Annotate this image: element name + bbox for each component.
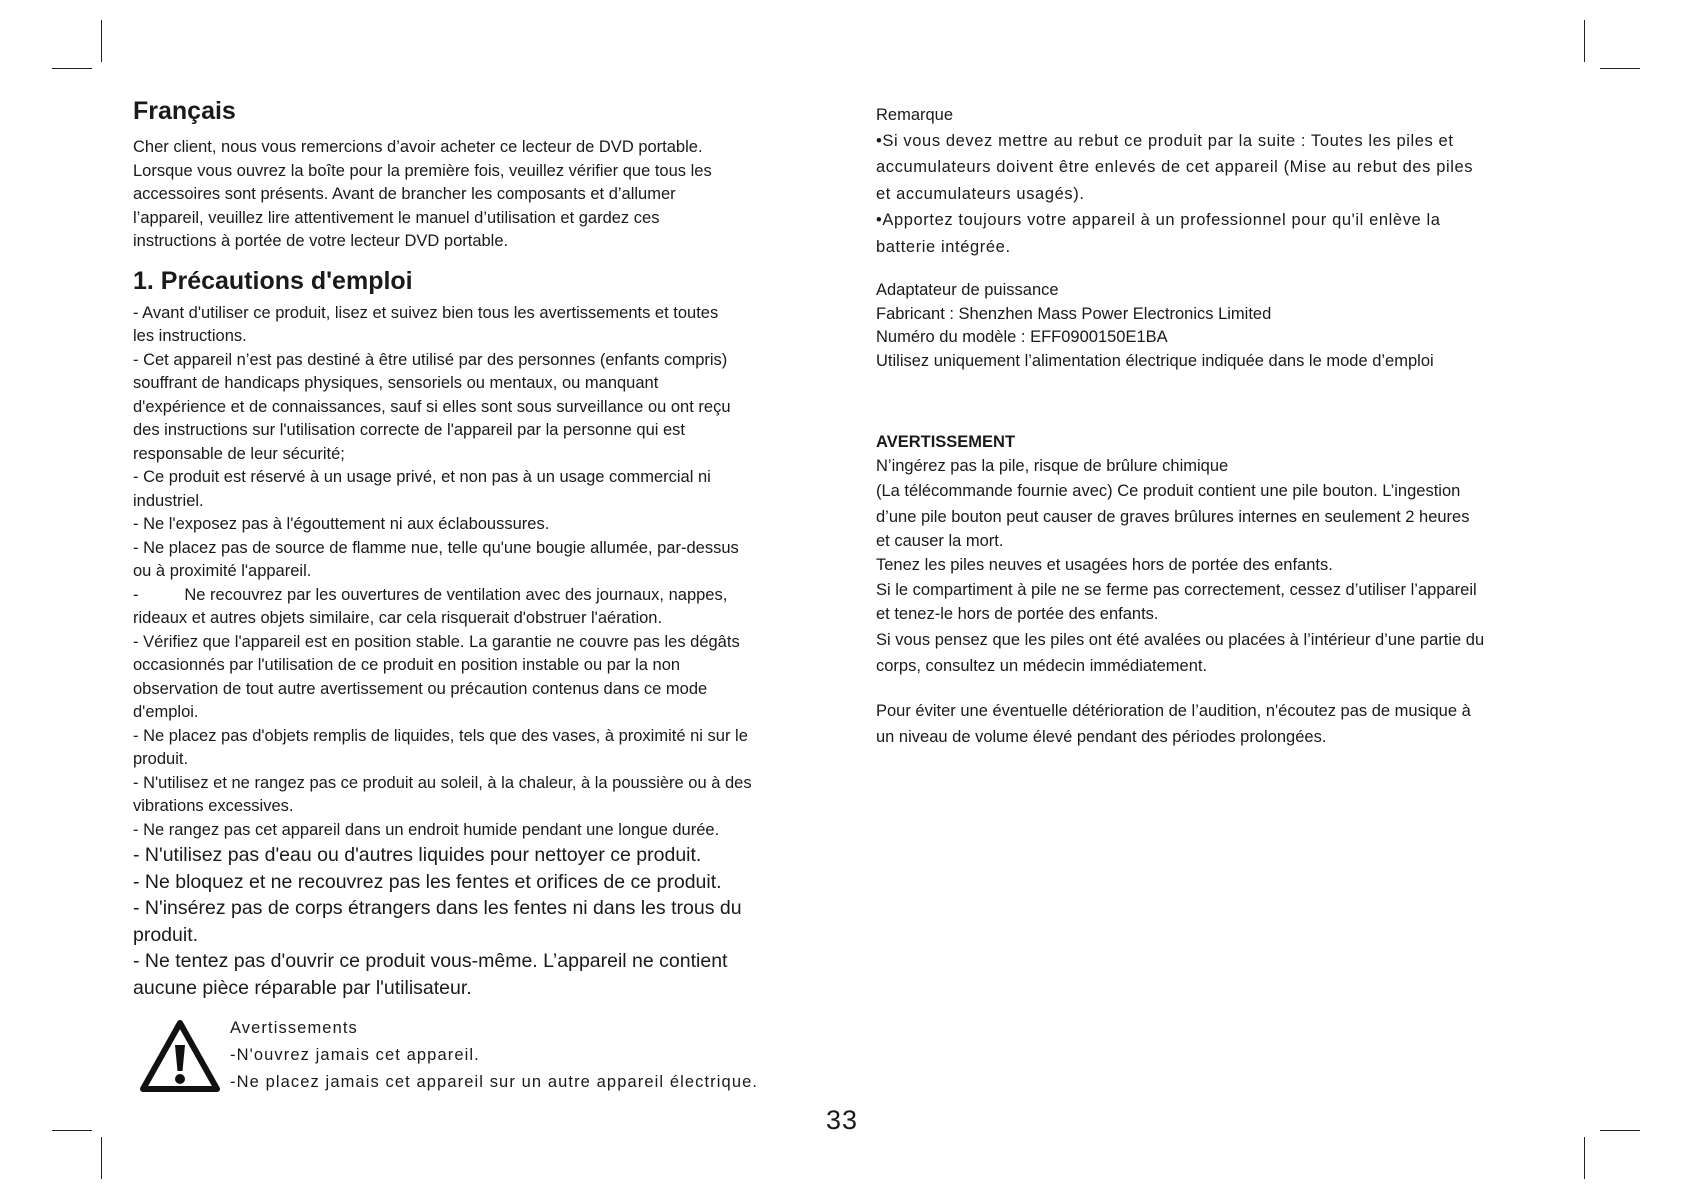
intro-line: Cher client, nous vous remercions d’avoir acheter ce lecteur de DVD portable. (133, 138, 703, 156)
warning-title: AVERTISSEMENT (876, 433, 1016, 451)
precautions-list (133, 302, 813, 843)
precaution-line: - Avant d'utiliser ce produit, lisez et suivez bien tous les avertissements et toutes (133, 303, 719, 322)
section-title: 1. Précautions d'emploi (133, 266, 413, 295)
adapter-info (876, 279, 1566, 373)
precaution-large-line: produit. (133, 923, 199, 946)
intro-line: Lorsque vous ouvrez la boîte pour la première fois, veuillez vérifier que tous les (133, 161, 712, 180)
crop-mark (1584, 20, 1585, 62)
crop-mark (52, 68, 92, 69)
intro-line: accessoires sont présents. Avant de brancher les composants et d’allumer (133, 185, 676, 203)
adapter-line: Fabricant : Shenzhen Mass Power Electronics Limited (876, 304, 1272, 323)
precaution-line: ou à proximité l'appareil. (133, 562, 312, 580)
adapter-line: Adaptateur de puissance (876, 281, 1059, 299)
warning-box-line: -Ne placez jamais cet appareil sur un autre appareil électrique. (230, 1073, 759, 1091)
precaution-line: d'emploi. (133, 703, 199, 721)
warning-box-line: -N'ouvrez jamais cet appareil. (230, 1046, 480, 1064)
warning-box-text (230, 1015, 758, 1096)
intro-line: instructions à portée de votre lecteur DVD portable. (133, 232, 509, 250)
warning-line: Si le compartiment à pile ne se ferme pas correctement, cessez d’utiliser l’appareil (876, 581, 1477, 599)
precaution-line: les instructions. (133, 327, 247, 345)
remarque-line: •Apportez toujours votre appareil à un professionnel pour qu'il enlève la (876, 211, 1441, 229)
precaution-line: des instructions sur l'utilisation correcte de l'appareil par la personne qui est (133, 421, 686, 439)
crop-mark (101, 20, 102, 62)
warning-box (133, 1015, 813, 1097)
remarque-line: accumulateurs doivent être enlevés de cet appareil (Mise au rebut des piles (876, 158, 1474, 176)
precaution-large-line: - N'insérez pas de corps étrangers dans les fentes ni dans les trous du (133, 897, 742, 919)
adapter-line: Utilisez uniquement l’alimentation électrique indiquée dans le mode d’emploi (876, 351, 1434, 370)
warning-box-title: Avertissements (230, 1019, 358, 1037)
precaution-large-line: - Ne tentez pas d'ouvrir ce produit vous-même. L’appareil ne contient (133, 950, 728, 972)
precaution-line: - Ne rangez pas cet appareil dans un endroit humide pendant une longue durée. (133, 820, 720, 839)
page-number: 33 (825, 1105, 859, 1135)
precaution-line: responsable de leur sécurité; (133, 444, 345, 463)
spacer (876, 260, 1566, 279)
remarque-line: batterie intégrée. (876, 237, 1011, 256)
page-title: Français (133, 97, 236, 125)
warning-triangle-icon (139, 1019, 221, 1095)
remarque-line: et accumulateurs usagés). (876, 184, 1085, 203)
warning-line: et causer la mort. (876, 532, 1004, 550)
intro-paragraph (133, 136, 813, 254)
precautions-large-list (133, 842, 813, 1001)
precaution-line: d'expérience et de connaissances, sauf si elles sont sous surveillance ou ont reçu (133, 397, 731, 416)
precaution-line: occasionnés par l'utilisation de ce produit en position instable ou par la non (133, 656, 681, 674)
intro-line: l’appareil, veuillez lire attentivement le manuel d’utilisation et gardez ces (133, 208, 660, 227)
spacer (876, 373, 1566, 431)
warning-line: d’une pile bouton peut causer de graves brûlures internes en seulement 2 heures (876, 508, 1470, 526)
warning-line: Si vous pensez que les piles ont été avalées ou placées à l’intérieur d’une partie du (876, 630, 1485, 649)
warning-line: et tenez-le hors de portée des enfants. (876, 605, 1159, 623)
remarque-title: Remarque (876, 106, 954, 124)
left-column (133, 92, 813, 1097)
remarque-line: •Si vous devez mettre au rebut ce produit par la suite : Toutes les piles et (876, 131, 1454, 150)
hearing-line: Pour éviter une éventuelle détérioration de l’audition, n'écoutez pas de musique à (876, 701, 1471, 720)
right-column (876, 104, 1566, 750)
precaution-line: - Cet appareil n’est pas destiné à être utilisé par des personnes (enfants compris) (133, 350, 728, 369)
warning-line: N’ingérez pas la pile, risque de brûlure chimique (876, 456, 1229, 475)
hearing-line: un niveau de volume élevé pendant des périodes prolongées. (876, 727, 1327, 746)
crop-mark (1600, 68, 1640, 69)
warning-line: Tenez les piles neuves et usagées hors de portée des enfants. (876, 555, 1333, 574)
remarque-list (876, 128, 1566, 261)
precaution-line: rideaux et autres objets similaire, car cela risquerait d'obstruer l'aération. (133, 609, 663, 627)
precaution-large-line: - N'utilisez pas d'eau ou d'autres liquides pour nettoyer ce produit. (133, 844, 702, 866)
precaution-line: - Ne placez pas d'objets remplis de liquides, tels que des vases, à proximité ni sur le (133, 726, 748, 745)
precaution-line: produit. (133, 750, 189, 768)
precaution-line: - Ne placez pas de source de flamme nue, telle qu'une bougie allumée, par-dessus (133, 538, 739, 557)
precaution-line: - N'utilisez et ne rangez pas ce produit au soleil, à la chaleur, à la poussière ou à des (133, 773, 752, 792)
precaution-line: - Ne recouvrez par les ouvertures de ventilation avec des journaux, nappes, (133, 585, 728, 604)
spacer (876, 679, 1566, 698)
precaution-line: industriel. (133, 491, 204, 510)
precaution-line: souffrant de handicaps physiques, sensoriels ou mentaux, ou manquant (133, 374, 659, 392)
crop-mark (1584, 1137, 1585, 1179)
adapter-line: Numéro du modèle : EFF0900150E1BA (876, 328, 1168, 346)
precaution-line: vibrations excessives. (133, 797, 294, 815)
precaution-line: - Ne l'exposez pas à l'égouttement ni aux éclaboussures. (133, 515, 550, 533)
precaution-line: - Ce produit est réservé à un usage privé, et non pas à un usage commercial ni (133, 468, 711, 486)
warning-list (876, 455, 1566, 679)
precaution-line: observation de tout autre avertissement ou précaution contenus dans ce mode (133, 679, 708, 698)
precaution-large-line: - Ne bloquez et ne recouvrez pas les fentes et orifices de ce produit. (133, 870, 722, 893)
hearing-note (876, 698, 1566, 750)
warning-line: (La télécommande fournie avec) Ce produit contient une pile bouton. L’ingestion (876, 482, 1461, 500)
warning-line: corps, consultez un médecin immédiatement. (876, 656, 1208, 675)
precaution-line: - Vérifiez que l'appareil est en position stable. La garantie ne couvre pas les dégâts (133, 632, 740, 651)
crop-mark (101, 1137, 102, 1179)
precaution-large-line: aucune pièce réparable par l'utilisateur. (133, 976, 472, 999)
